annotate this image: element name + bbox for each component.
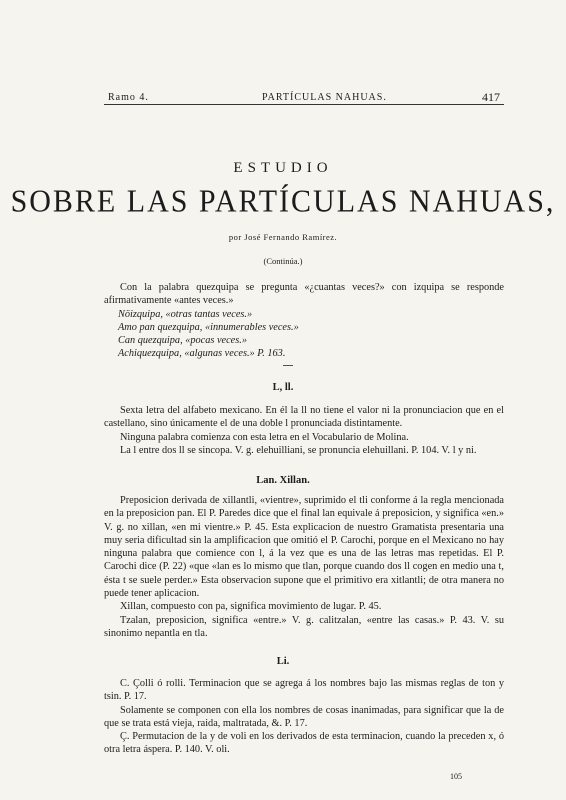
header-rule (104, 104, 504, 105)
paragraph: La l entre dos ll se sincopa. V. g. elehuilliani, se pronuncia elehuillani. P. 104. V. l y ni. (120, 444, 477, 456)
section-heading: Lan. Xillan. (256, 475, 310, 486)
example-line: Can quezquipa, «pocas veces.» (118, 335, 247, 346)
section-body (104, 677, 504, 757)
paragraph: C. Çolli ó rolli. Terminacion que se agrega á los nombres bajo las mismas reglas de ton y tsin. P. 17. (104, 678, 504, 703)
paragraph: Solamente se componen con ella los nombres de cosas inanimadas, para significar que la de que se trata está vieja, raida, maltratada, &. P. 17. (104, 704, 504, 729)
paragraph: Tzalan, preposicion, significa «entre.» V. g. calitzalan, «entre las casas.» P. 43. V. su sinonimo nepantla en tla. (104, 614, 504, 639)
examples-list (118, 308, 498, 360)
paragraph: Con la palabra quezquipa se pregunta «¿cuantas veces?» con izquipa se responde afirmativamente «antes veces.» (104, 282, 504, 307)
example-line: Achiquezquipa, «algunas veces.» P. 163. (118, 348, 286, 359)
separator (283, 365, 293, 366)
main-title: SOBRE LAS PARTÍCULAS NAHUAS, (10, 184, 556, 219)
section-heading: Li. (276, 656, 290, 667)
section-body (104, 494, 504, 640)
intro-paragraph (104, 281, 504, 308)
paragraph: Sexta letra del alfabeto mexicano. En él la ll no tiene el valor ni la pronunciacion que en el castellano, sino únicamente el de una doble l pronunciada distintamente. (104, 405, 504, 430)
paragraph: Xillan, compuesto con pa, significa movimiento de lugar. P. 45. (120, 601, 382, 613)
example-line: Amo pan quezquipa, «innumerables veces.» (118, 322, 299, 333)
section-body (104, 404, 504, 457)
page-number: 417 (482, 90, 500, 104)
byline: por José Fernando Ramírez. (228, 232, 338, 242)
example-line: Nöizquipa, «otras tantas veces.» (118, 309, 253, 320)
section-heading: L, ll. (272, 382, 294, 393)
header-center: PARTÍCULAS NAHUAS. (262, 92, 387, 103)
paragraph: Preposicion derivada de xillantli, «vientre», suprimido el tli conforme á la regla mencionada en la preposicion pan. El P. Paredes dice que el final lan equivale á preposicion, y significa «en.» V. g. no xillan, «en mi vientre.» P. 45. Esta explicacion de nuestro Gramatista presentaria una muy seria dificultad sin la amplificacion que omitió el P. Carochi, porque en el Mexicano no hay ninguna palabra que comience con l, á la vez que es una de las letras mas repetidas. El P. Carochi dice (P. 22) «que «lan es lo mismo que tlan, porque cuando dos ll cogen en medio una t, ésta t se suele perder.» Esta observacion supone que el primitivo era xitlantli; de otra manera no puede tener aplicacion. (104, 495, 504, 600)
header-left: Ramo 4. (108, 92, 149, 103)
continuation-note: (Continúa.) (263, 256, 303, 266)
signature-mark: 105 (450, 772, 462, 781)
title-estudio: ESTUDIO (233, 160, 333, 176)
paragraph: Ninguna palabra comienza con esta letra en el Vocabulario de Molina. (120, 431, 409, 443)
paragraph: Ç. Permutacion de la y de voli en los derivados de esta terminacion, cuando la preceden x, ó otra letra áspera. P. 140. V. oli. (104, 731, 504, 756)
